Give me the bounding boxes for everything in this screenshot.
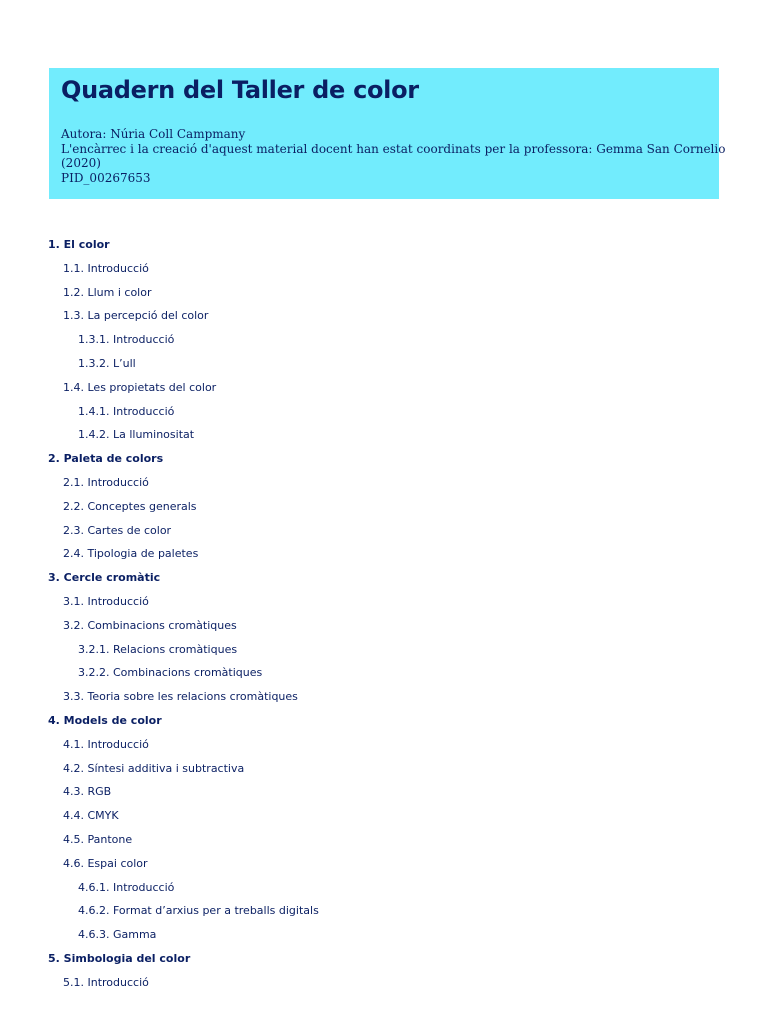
toc-entry[interactable]: 4.5. Pantone	[63, 832, 133, 846]
author-line: Autora: Núria Coll Campmany	[61, 127, 246, 141]
toc-entry[interactable]: 4.6.2. Format d’arxius per a treballs digitals	[78, 904, 319, 918]
toc-entry[interactable]: 3.1. Introducció	[63, 594, 149, 608]
toc-entry[interactable]: 4.1. Introducció	[63, 737, 149, 751]
toc-entry[interactable]: 4.6.3. Gamma	[78, 928, 157, 942]
toc-entry[interactable]: 4.2. Síntesi additiva i subtractiva	[63, 761, 245, 775]
toc-entry[interactable]: 5.1. Introducció	[63, 975, 149, 989]
toc-entry[interactable]: 1.4. Les propietats del color	[63, 380, 217, 394]
title-banner	[49, 68, 726, 199]
toc-entry[interactable]: 4. Models de color	[48, 713, 162, 727]
toc-entry[interactable]: 2.3. Cartes de color	[63, 523, 172, 537]
toc-entry[interactable]: 4.3. RGB	[63, 785, 112, 799]
toc-entry[interactable]: 1. El color	[48, 238, 110, 251]
toc-entry[interactable]: 2.2. Conceptes generals	[63, 499, 197, 513]
toc-entry[interactable]: 3.2. Combinacions cromàtiques	[63, 618, 237, 632]
toc-entry[interactable]: 3.3. Teoria sobre les relacions cromàtiques	[63, 690, 298, 704]
document-metadata	[61, 127, 726, 185]
toc-entry[interactable]: 1.4.2. La lluminositat	[78, 428, 195, 442]
toc-entry[interactable]: 2. Paleta de colors	[48, 452, 164, 466]
toc-entry[interactable]: 1.4.1. Introducció	[78, 404, 175, 418]
pid-code: PID_00267653	[61, 170, 151, 185]
toc-entry[interactable]: 1.3.1. Introducció	[78, 333, 175, 347]
toc-entry[interactable]: 4.6. Espai color	[63, 856, 148, 870]
credit-year: (2020)	[61, 156, 101, 170]
toc-entry[interactable]: 2.1. Introducció	[63, 475, 149, 489]
toc-entry[interactable]: 1.3. La percepció del color	[63, 309, 209, 323]
toc-entry[interactable]: 2.4. Tipologia de paletes	[63, 547, 199, 561]
table-of-contents	[48, 235, 728, 997]
toc-entry[interactable]: 3. Cercle cromàtic	[48, 571, 161, 585]
document-title: Quadern del Taller de color	[61, 76, 419, 104]
toc-entry[interactable]: 4.6.1. Introducció	[78, 880, 175, 894]
toc-entry[interactable]: 1.2. Llum i color	[63, 285, 152, 299]
toc-entry[interactable]: 3.2.2. Combinacions cromàtiques	[78, 666, 263, 680]
toc-entry[interactable]: 4.4. CMYK	[63, 809, 119, 823]
toc-entry[interactable]: 1.3.2. L’ull	[78, 356, 136, 370]
credit-line: L'encàrrec i la creació d'aquest material docent han estat coordinats per la professora: Gemma San Cornelio	[61, 141, 726, 156]
toc-entry[interactable]: 3.2.1. Relacions cromàtiques	[78, 642, 238, 656]
toc-entry[interactable]: 5. Simbologia del color	[48, 951, 191, 965]
toc-entry[interactable]: 1.1. Introducció	[63, 261, 149, 275]
